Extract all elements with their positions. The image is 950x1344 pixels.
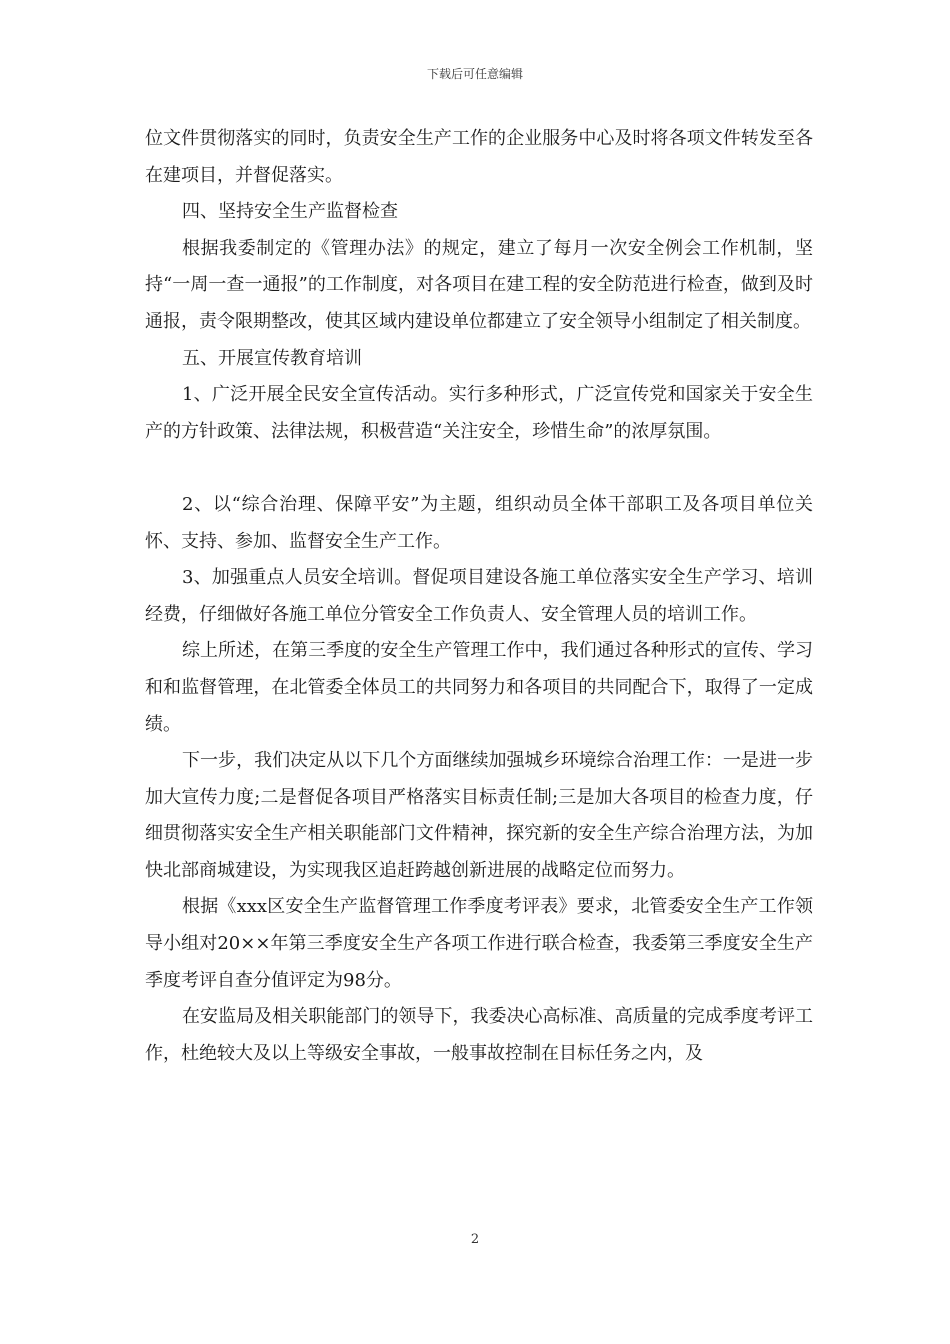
paragraph-continuation: 位文件贯彻落实的同时，负责安全生产工作的企业服务中心及时将各项文件转发至各在建项目，并督促落实。 xyxy=(145,128,813,186)
paragraph-item-1: 1、广泛开展全民安全宣传活动。实行多种形式，广泛宣传党和国家关于安全生产的方针政策、法律法规，积极营造“关注安全，珍惜生命”的浓厚氛围。 xyxy=(145,384,813,442)
paragraph-next-steps: 下一步，我们决定从以下几个方面继续加强城乡环境综合治理工作：一是进一步加大宣传力度;二是督促各项目严格落实目标责任制;三是加大各项目的检查力度，仔细贯彻落实安全生产相关职能部门文件精神，探究新的安全生产综合治理方法，为加快北部商城建设，为实现我区追赶跨越创新进展的战略定位而努力。 xyxy=(145,750,813,881)
paragraph-item-3: 3、加强重点人员安全培训。督促项目建设各施工单位落实安全生产学习、培训经费，仔细做好各施工单位分管安全工作负责人、安全管理人员的培训工作。 xyxy=(145,567,813,625)
section-heading-4: 四、坚持安全生产监督检查 xyxy=(182,201,398,223)
section-heading-5: 五、开展宣传教育培训 xyxy=(182,347,362,369)
document-body xyxy=(145,121,813,1072)
blank-line xyxy=(145,450,813,487)
page-header: 下载后可任意编辑 xyxy=(426,67,523,81)
page-number: 2 xyxy=(470,1232,480,1247)
paragraph-commitment: 在安监局及相关职能部门的领导下，我委决心高标准、高质量的完成季度考评工作，杜绝较大及以上等级安全事故，一般事故控制在目标任务之内，及 xyxy=(145,1006,813,1064)
paragraph-evaluation: 根据《xxx区安全生产监督管理工作季度考评表》要求，北管委安全生产工作领导小组对20××年第三季度安全生产各项工作进行联合检查，我委第三季度安全生产季度考评自查分值评定为98分。 xyxy=(145,896,813,991)
paragraph-inspection: 根据我委制定的《管理办法》的规定，建立了每月一次安全例会工作机制，坚持“一周一查一通报”的工作制度，对各项目在建工程的安全防范进行检查，做到及时通报，责令限期整改，使其区域内建设单位都建立了安全领导小组制定了相关制度。 xyxy=(145,237,813,332)
paragraph-summary: 综上所述，在第三季度的安全生产管理工作中，我们通过各种形式的宣传、学习和和监督管理，在北管委全体员工的共同努力和各项目的共同配合下，取得了一定成绩。 xyxy=(145,640,813,735)
paragraph-item-2: 2、以“综合治理、保障平安”为主题，组织动员全体干部职工及各项目单位关怀、支持、参加、监督安全生产工作。 xyxy=(145,493,813,552)
